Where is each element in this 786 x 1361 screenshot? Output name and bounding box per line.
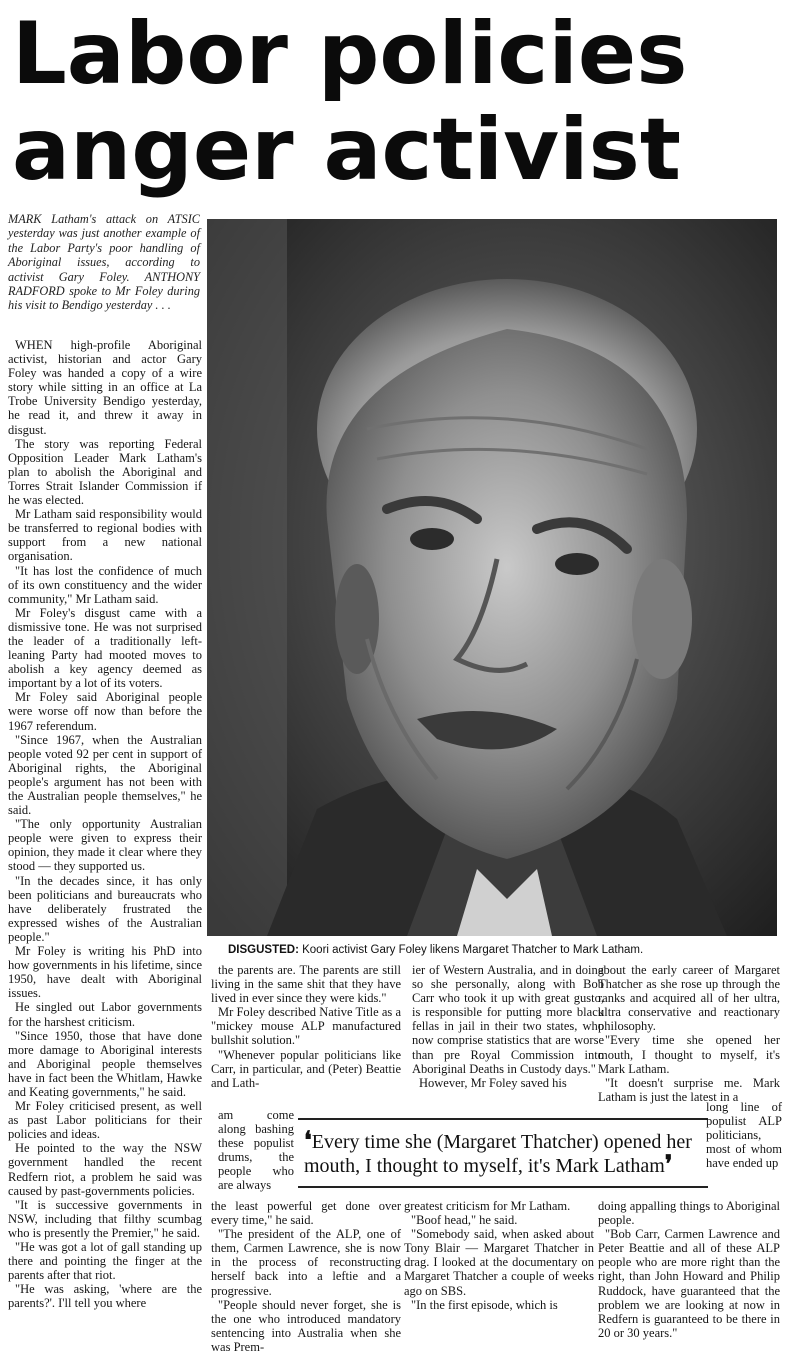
paragraph: "Bob Carr, Carmen Lawrence and Peter Beattie and all of these ALP people who are more right than the right, than John Howard and Philip Ruddock, have guaranteed that the problem we are looking at now in Redfern is guaranteed to be there in 20 or 30 years." <box>598 1227 780 1340</box>
paragraph: the least powerful get done over every time," he said. <box>211 1199 401 1228</box>
column-2-wrap <box>218 1108 294 1193</box>
pull-quote-text: Every time she (Margaret Thatcher) opened her mouth, I thought to myself, it's Mark Latham <box>304 1131 692 1177</box>
headline-line-2: anger activist <box>12 100 681 200</box>
column-3-lower <box>404 1199 594 1312</box>
pull-quote <box>298 1118 708 1188</box>
paragraph: "In the first episode, which is <box>411 1297 558 1312</box>
headline <box>12 6 782 198</box>
column-2-lower <box>211 1199 401 1354</box>
paragraph: "It has lost the confidence of much of its own constituency and the wider community," Mr Latham said. <box>8 563 202 606</box>
paragraph: The story was reporting Federal Opposition Leader Mark Latham's plan to abolish the Aboriginal and Torres Strait Islander Commission if he was elected. <box>8 436 202 508</box>
paragraph: Mr Foley's disgust came with a dismissive tone. He was not surprised the leader of a traditionally left-leaning Party had mooted moves to abolish a key agency deemed as important by a lot of its voters. <box>8 605 202 691</box>
paragraph: "The only opportunity Australian people were given to express their opinion, they made it clear where they stood — they supported us. <box>8 817 202 874</box>
paragraph: greatest criticism for Mr Latham. <box>404 1199 571 1213</box>
column-4-wrap <box>706 1100 782 1170</box>
caption-label: DISGUSTED: <box>228 944 299 956</box>
paragraph: Mr Foley criticised present, as well as past Labor politicians for their policies and ideas. <box>8 1099 202 1142</box>
headline-line-1: Labor policies <box>12 4 688 104</box>
paragraph: long line of populist ALP politicians, most of whom have ended up <box>706 1100 782 1171</box>
column-2 <box>211 963 401 1090</box>
paragraph: "It is successive governments in NSW, including that filthy scumbag who is presently the Premier," he said. <box>8 1197 202 1240</box>
paragraph: Mr Foley said Aboriginal people were worse off now than before the 1967 referendum. <box>8 690 202 733</box>
column-3 <box>412 963 604 1090</box>
paragraph: "He was got a lot of gall standing up there and pointing the finger at the parents after that riot. <box>8 1240 202 1283</box>
paragraph: am come along bashing these populist drums, the people who are always <box>218 1108 294 1193</box>
paragraph: "The president of the ALP, one of them, Carmen Lawrence, she is now in the process of reconstructing herself back into a leftie and a progressive. <box>211 1227 401 1298</box>
paragraph: Mr Foley described Native Title as a "mickey mouse ALP manufactured bullshit solution." <box>211 1005 401 1048</box>
paragraph: "Since 1967, when the Australian people voted 92 per cent in support of Aboriginal rights, the Aboriginal people's argument has not been with the Australian people themselves," he said. <box>8 732 202 818</box>
intro-standfirst: MARK Latham's attack on ATSIC yesterday was just another example of the Labor Party's poor handling of Aboriginal issues, according to activist Gary Foley. ANTHONY RADFORD spoke to Mr Foley during his visit to Bendigo yesterday . . . <box>8 212 200 313</box>
portrait-photo <box>207 219 777 936</box>
paragraph: Mr Foley is writing his PhD into how governments in his lifetime, since 1950, have dealt with Aboriginal issues. <box>8 944 202 1001</box>
column-1 <box>8 338 202 1310</box>
column-4 <box>598 963 780 1104</box>
caption-text: Koori activist Gary Foley likens Margaret Thatcher to Mark Latham. <box>298 944 644 956</box>
paragraph: However, Mr Foley saved his <box>419 1075 567 1090</box>
paragraph: He pointed to the way the NSW government handled the recent Redfern riot, a problem he said was caused by past-governments policies. <box>8 1141 202 1198</box>
paragraph: doing appalling things to Aboriginal people. <box>598 1199 780 1228</box>
paragraph: "Since 1950, those that have done more damage to Aboriginal interests and Aboriginal people themselves have in fact been the Whitlam, Hawke and Keating governments," he said. <box>8 1028 202 1099</box>
paragraph: "People should never forget, she is the one who introduced mandatory sentencing into Australia when she was Prem- <box>211 1297 401 1354</box>
paragraph: "Every time she opened her mouth, I thought to myself, it's Mark Latham. <box>598 1033 780 1076</box>
paragraph: "Boof head," he said. <box>411 1213 518 1228</box>
paragraph: "Whenever popular politicians like Carr, in particular, and (Peter) Beattie and Lath- <box>211 1047 401 1090</box>
open-quote-mark: ❛ <box>304 1128 312 1154</box>
paragraph: Mr Latham said responsibility would be transferred to regional bodies with support from a new national organisation. <box>8 507 202 564</box>
portrait-illustration <box>207 219 777 936</box>
column-4-lower <box>598 1199 780 1340</box>
paragraph: "In the decades since, it has only been politicians and bureaucrats who have deliberately frustrated the expressed wishes of the Australian people." <box>8 873 202 944</box>
paragraph: "He was asking, 'where are the parents?'. I'll tell you where <box>8 1282 202 1311</box>
close-quote-mark: ❜ <box>664 1152 673 1178</box>
paragraph: WHEN high-profile Aboriginal activist, historian and actor Gary Foley was handed a copy of a wire story while sitting in an office at La Trobe University Bendigo yesterday, he read it, and threw it away in disgust. <box>8 338 202 437</box>
paragraph: about the early career of Margaret Thatcher as she rose up through the ranks and acquired all of her ultra, ultra conservative and reactionary philosophy. <box>598 963 780 1034</box>
paragraph: "It doesn't surprise me. Mark Latham is just the latest in a <box>598 1075 780 1104</box>
photo-caption <box>228 943 778 957</box>
paragraph: ier of Western Australia, and in doing so she personally, along with Bob Carr who took it up with great gusto, is responsible for putting more black fellas in jail in their two states, who now comprise statistics that are worse than pre Royal Commission into Aboriginal Deaths in Custody days." <box>412 963 604 1076</box>
paragraph: "Somebody said, when asked about Tony Blair — Margaret Thatcher in drag. I looked at the documentary on Margaret Thatcher a couple of weeks ago on SBS. <box>404 1227 594 1298</box>
paragraph: the parents are. The parents are still living in the same shit that they have lived in ever since they were kids." <box>211 963 401 1006</box>
paragraph: He singled out Labor governments for the harshest criticism. <box>8 1000 202 1029</box>
